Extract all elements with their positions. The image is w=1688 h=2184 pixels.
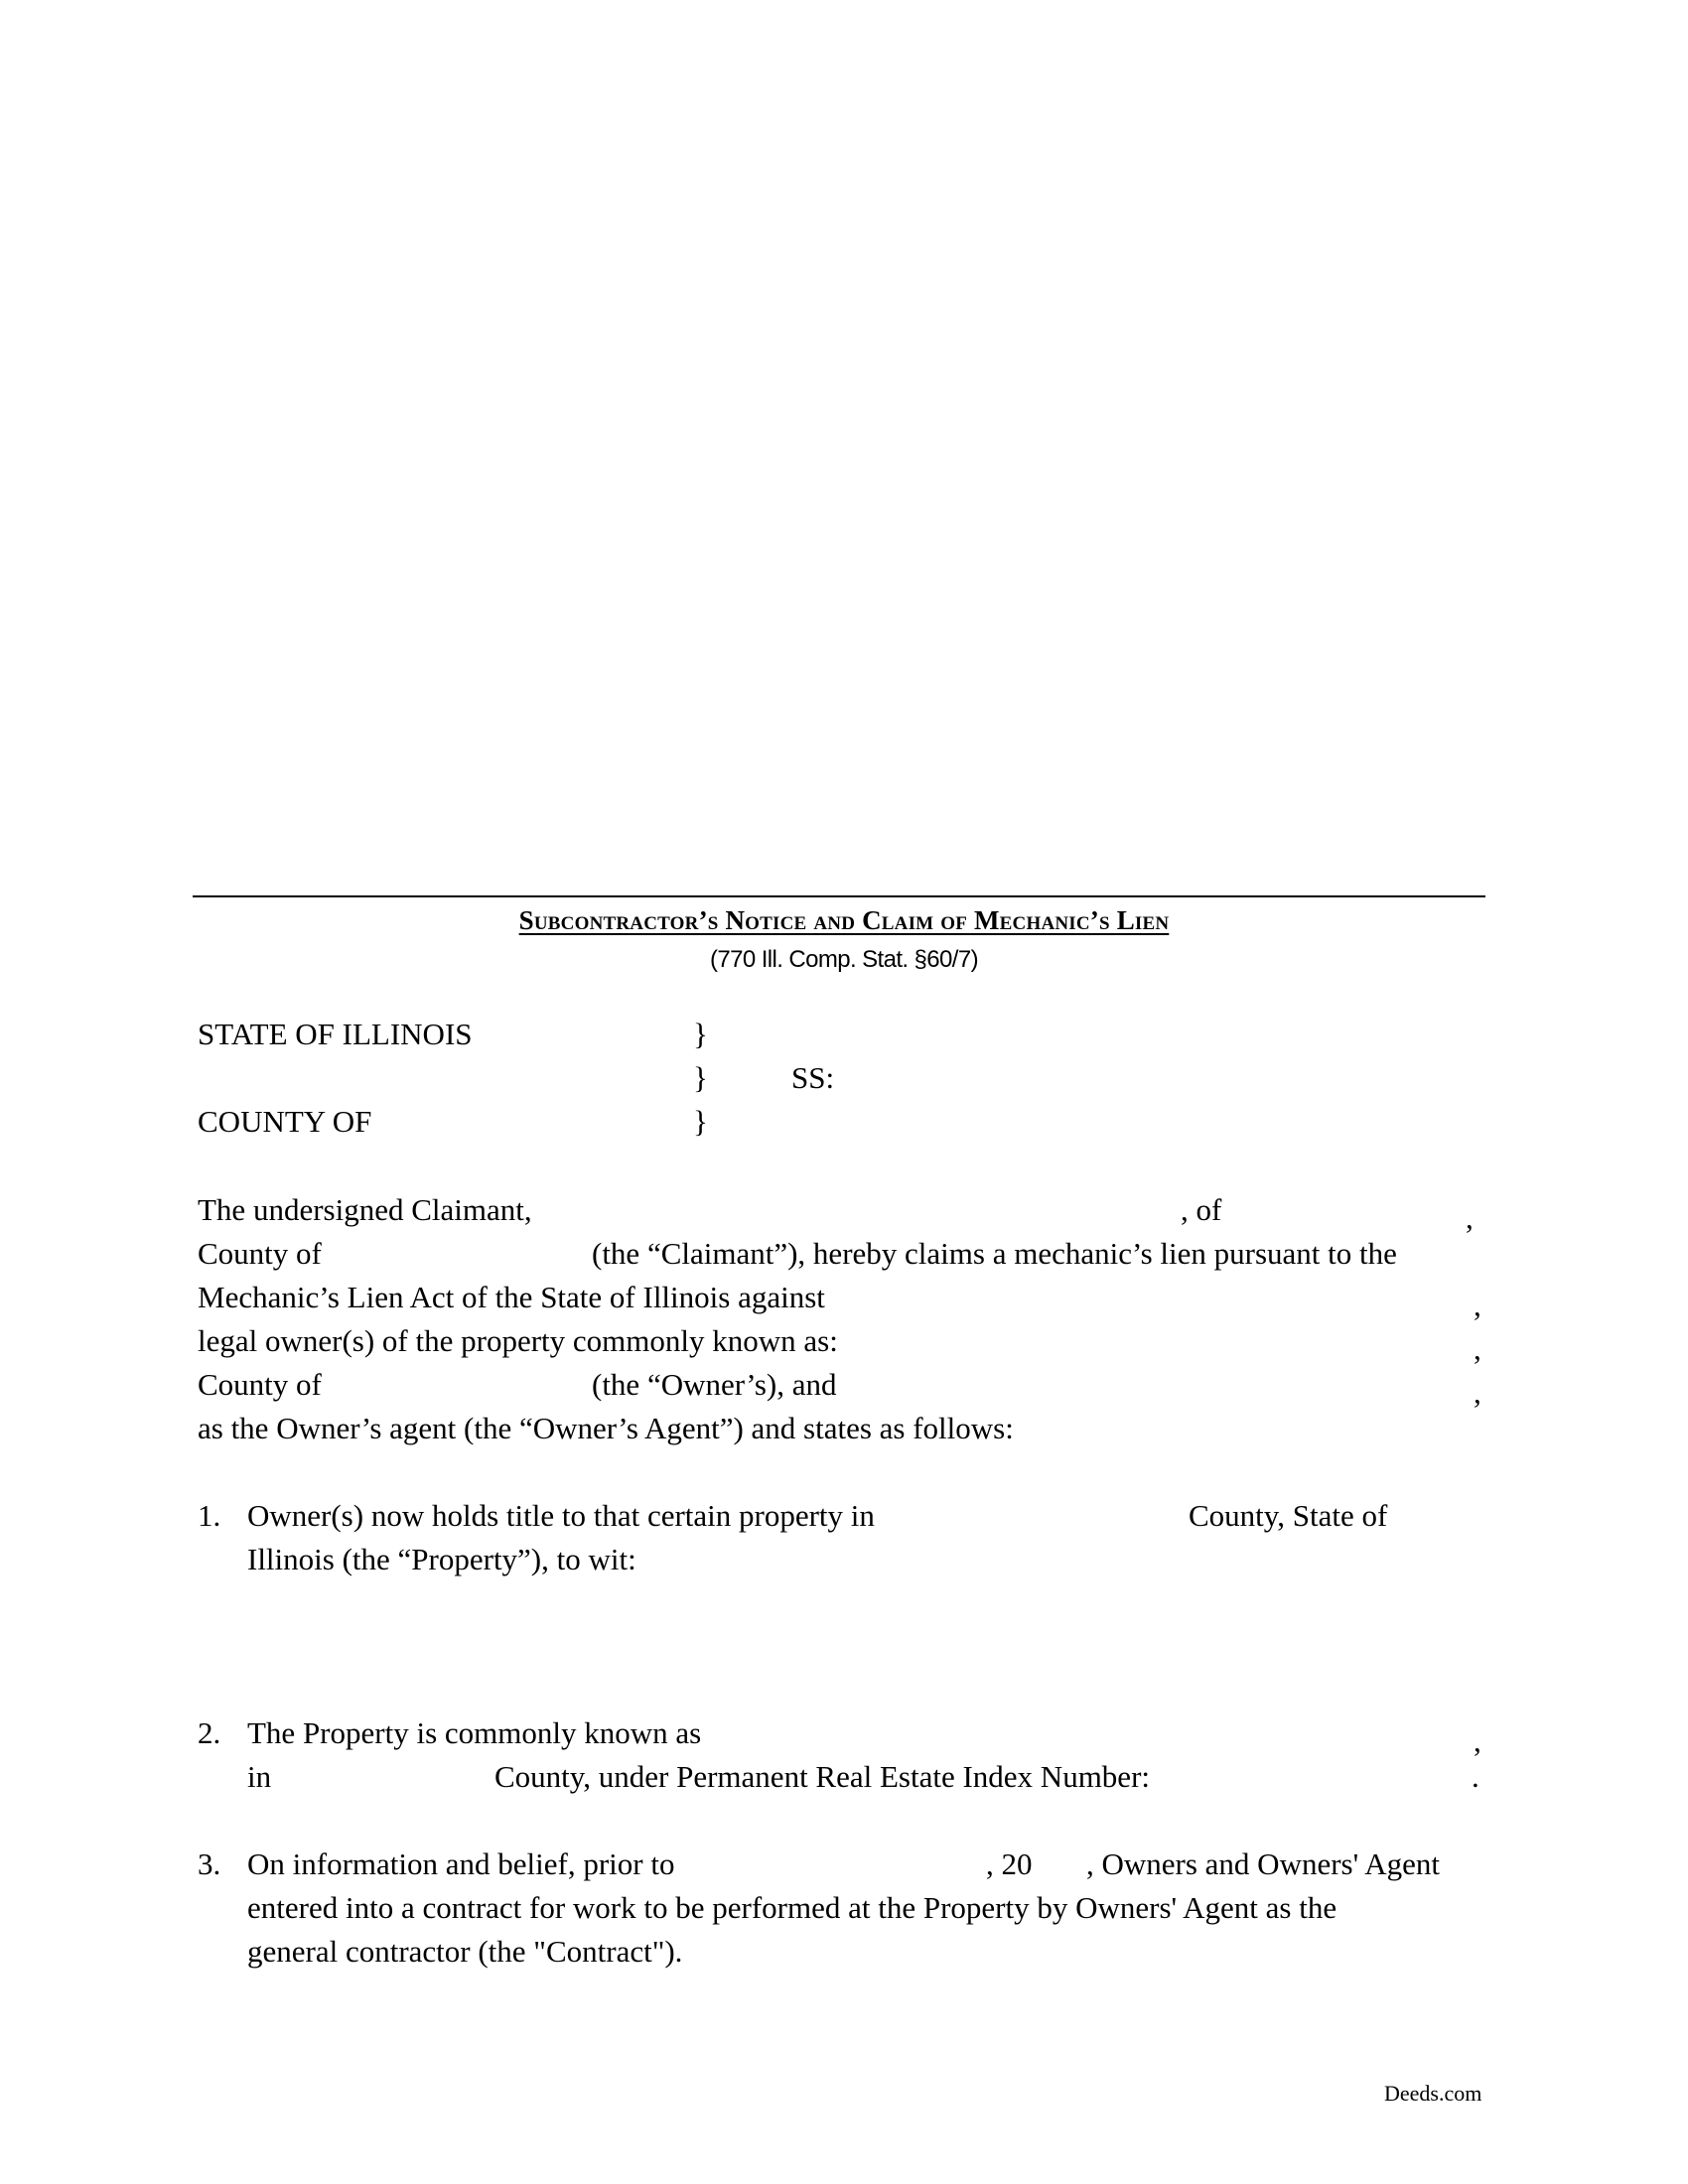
intro-line5-c: , — [1474, 1375, 1481, 1410]
venue-brace-2: } — [693, 1060, 708, 1095]
header-rule — [193, 895, 1485, 897]
venue-county: COUNTY OF — [198, 1104, 372, 1139]
item-1-number: 1. — [198, 1498, 221, 1533]
item-2-line2-b: County, under Permanent Real Estate Index Number: — [494, 1759, 1151, 1794]
item-2-line2-a: in — [247, 1759, 272, 1794]
item-2-line1-a: The Property is commonly known as — [247, 1715, 702, 1750]
item-2-line2-c: . — [1472, 1759, 1479, 1794]
venue-brace-3: } — [693, 1104, 708, 1139]
venue-ss: SS: — [791, 1060, 835, 1095]
venue-state: STATE OF ILLINOIS — [198, 1017, 473, 1051]
item-1-line1-b: County, State of — [1189, 1498, 1388, 1533]
item-3-number: 3. — [198, 1846, 221, 1881]
intro-line3-b: , — [1474, 1288, 1481, 1322]
item-1-line1-a: Owner(s) now holds title to that certain property in — [247, 1498, 875, 1533]
item-1-line2: Illinois (the “Property”), to wit: — [247, 1542, 636, 1576]
intro-line4-a: legal owner(s) of the property commonly known as: — [198, 1323, 838, 1358]
item-3-line1-b: , 20 — [986, 1846, 1033, 1881]
intro-line6: as the Owner’s agent (the “Owner’s Agent”) and states as follows: — [198, 1411, 1014, 1445]
intro-line3-a: Mechanic’s Lien Act of the State of Illinois against — [198, 1280, 825, 1314]
venue-brace-1: } — [693, 1017, 708, 1051]
footer-brand: Deeds.com — [1384, 2081, 1482, 2106]
item-2-number: 2. — [198, 1715, 221, 1750]
intro-line1-b: , of — [1181, 1192, 1222, 1227]
statute-citation: (770 Ill. Comp. Stat. §60/7) — [709, 946, 978, 973]
item-3-line1-a: On information and belief, prior to — [247, 1846, 675, 1881]
item-3-line2: entered into a contract for work to be performed at the Property by Owners' Agent as the — [247, 1890, 1337, 1925]
item-3-line3: general contractor (the "Contract"). — [247, 1934, 683, 1969]
intro-line2-a: County of — [198, 1236, 322, 1271]
intro-line5-a: County of — [198, 1367, 322, 1402]
intro-line5-b: (the “Owner’s), and — [592, 1367, 837, 1402]
intro-line1-a: The undersigned Claimant, — [198, 1192, 532, 1227]
document-title: Subcontractor’s Notice and Claim of Mechanic’s Lien — [518, 905, 1170, 935]
intro-line4-b: , — [1474, 1331, 1481, 1366]
item-2-line1-b: , — [1474, 1723, 1481, 1758]
item-3-line1-c: , Owners and Owners' Agent — [1086, 1846, 1440, 1881]
intro-line2-b: (the “Claimant”), hereby claims a mechanic’s lien pursuant to the — [592, 1236, 1397, 1271]
intro-line1-c: , — [1466, 1200, 1474, 1235]
